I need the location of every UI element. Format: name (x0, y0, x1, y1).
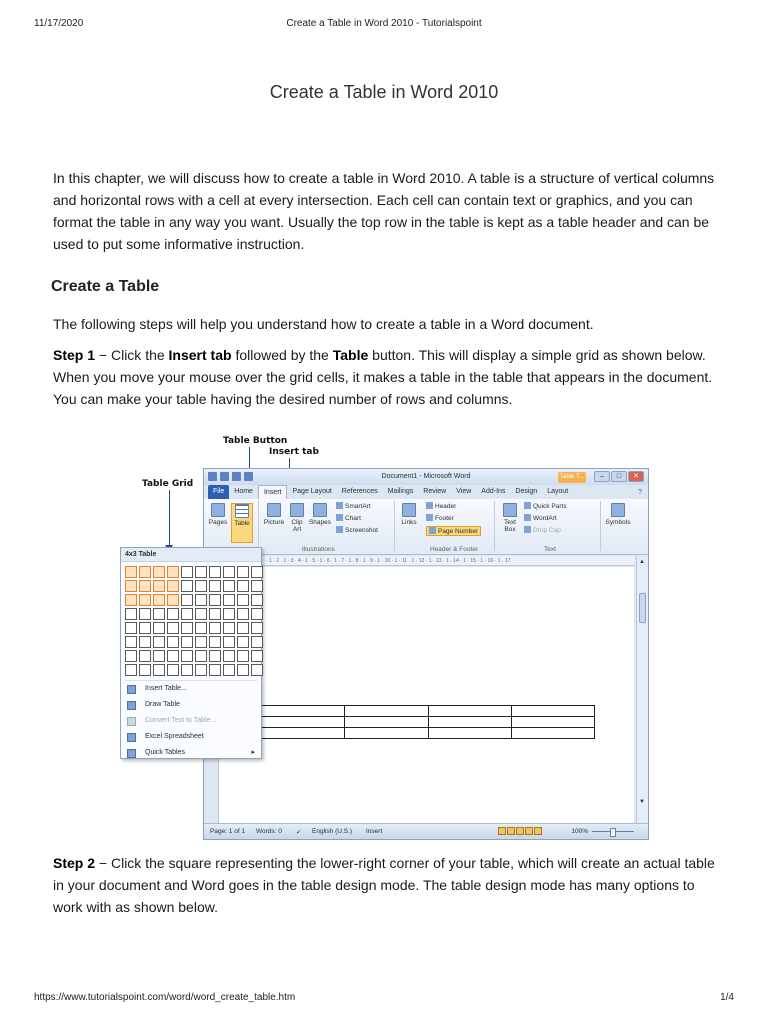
grid-cell[interactable] (153, 608, 165, 620)
grid-cell[interactable] (223, 580, 235, 592)
grid-cell[interactable] (223, 636, 235, 648)
grid-cell[interactable] (237, 594, 249, 606)
grid-cell[interactable] (167, 566, 179, 578)
links-icon (402, 503, 416, 517)
zoom-slider[interactable] (592, 831, 634, 832)
convert-text-menu-item (121, 713, 261, 729)
chevron-right-icon: ▸ (251, 749, 255, 756)
pages-button[interactable] (208, 503, 228, 526)
chart-icon (336, 514, 343, 521)
page-number-label: Page Number (438, 528, 479, 535)
grid-cell[interactable] (153, 664, 165, 676)
print-page-number: 1/4 (720, 992, 734, 1003)
tab-home[interactable]: Home (234, 488, 253, 495)
callout-table-button: Table Button (223, 436, 288, 446)
quick-parts-button[interactable] (524, 502, 567, 510)
tab-insert[interactable]: Insert (258, 485, 288, 499)
picture-label: Picture (263, 519, 285, 526)
status-mode[interactable]: Insert (366, 828, 383, 835)
links-label: Links (401, 519, 417, 526)
tab-review[interactable]: Review (423, 488, 447, 495)
intro-paragraph: In this chapter, we will discuss how to create a table in Word 2010. A table is a structure of vertical columns and horizontal rows with a cell at every intersection. Each cell can contain text or graphics, and you can format the table in any way you want. Usually the top row in the table is kept as a table header and can be used to put some informative instruction. (53, 170, 715, 252)
step1-table-bold: Table (332, 347, 369, 363)
table-grid-dropdown (120, 547, 262, 759)
tab-design[interactable]: Design (515, 488, 538, 495)
grid-cell[interactable] (237, 580, 249, 592)
minimize-icon[interactable]: – (594, 471, 610, 482)
window-title: Document1 - Microsoft Word (381, 473, 471, 480)
tab-view[interactable]: View (456, 488, 472, 495)
footer-button[interactable] (426, 514, 454, 522)
smartart-label: SmartArt (345, 503, 371, 510)
ribbon-tabs (204, 485, 648, 499)
step1-text-2: followed by the (231, 347, 333, 363)
draw-table-label: Draw Table (145, 701, 180, 708)
print-footer (34, 992, 734, 1006)
grid-cell[interactable] (237, 622, 249, 634)
table-row (262, 717, 595, 728)
text-box-label: Text Box (504, 519, 516, 533)
symbols-button[interactable] (604, 503, 632, 526)
quick-parts-label: Quick Parts (533, 503, 567, 510)
picture-button[interactable] (262, 503, 286, 526)
web-layout-icon[interactable] (516, 827, 524, 835)
page-title: Create a Table in Word 2010 (269, 82, 499, 102)
scroll-thumb[interactable] (639, 593, 646, 623)
grid-cell[interactable] (139, 664, 151, 676)
tab-references[interactable]: References (341, 488, 378, 495)
scroll-up-icon[interactable]: ▲ (639, 559, 645, 565)
table-button[interactable] (231, 503, 253, 543)
grid-cell[interactable] (251, 594, 263, 606)
shapes-label: Shapes (308, 519, 332, 526)
callout-insert-tab: Insert tab (269, 447, 319, 457)
grid-cell[interactable] (209, 608, 221, 620)
wordart-label: WordArt (533, 515, 557, 522)
steps-lead-paragraph: The following steps will help you understand how to create a table in a Word document. (53, 316, 594, 332)
grid-cell[interactable] (181, 594, 193, 606)
scroll-down-icon[interactable]: ▼ (639, 799, 645, 805)
step2-text: − Click the square representing the lower-right corner of your table, which will create an actual table in your document and Word goes in the table design mode. The table design mode has many options to work with as shown below. (53, 855, 715, 915)
grid-cell[interactable] (125, 664, 137, 676)
grid-cell[interactable] (181, 580, 193, 592)
chart-button[interactable] (336, 514, 361, 522)
grid-cell[interactable] (251, 650, 263, 662)
grid-cell[interactable] (209, 594, 221, 606)
grid-cell[interactable] (195, 566, 207, 578)
excel-icon (127, 733, 136, 742)
drop-cap-button[interactable] (524, 526, 561, 534)
status-bar (204, 823, 648, 839)
print-date: 11/17/2020 (34, 18, 84, 29)
grid-cell[interactable] (181, 636, 193, 648)
grid-cell[interactable] (167, 580, 179, 592)
ribbon-separator (494, 501, 495, 551)
grid-cell[interactable] (153, 580, 165, 592)
step1-label: Step 1 (53, 347, 96, 363)
step1-paragraph (53, 344, 717, 410)
document-table (261, 705, 595, 739)
quick-tables-menu-item[interactable] (121, 745, 261, 761)
grid-cell[interactable] (167, 664, 179, 676)
grid-cell[interactable] (181, 608, 193, 620)
text-group-label: Text (544, 546, 556, 553)
step1-insert-tab-bold: Insert tab (168, 347, 232, 363)
grid-cell[interactable] (251, 664, 263, 676)
grid-cell[interactable] (139, 594, 151, 606)
insert-table-icon (127, 685, 136, 694)
step2-label: Step 2 (53, 855, 96, 871)
grid-cell[interactable] (209, 622, 221, 634)
quick-tables-icon (127, 749, 136, 758)
quick-parts-icon (524, 502, 531, 509)
grid-cell[interactable] (167, 608, 179, 620)
wordart-icon (524, 514, 531, 521)
links-button[interactable] (400, 503, 418, 526)
table-tools-tab[interactable]: Table T... (558, 472, 586, 483)
proofing-icon[interactable]: ✓ (296, 829, 302, 836)
table-icon (235, 504, 249, 518)
tab-add-ins[interactable]: Add-Ins (481, 488, 506, 495)
grid-cell[interactable] (195, 650, 207, 662)
close-icon[interactable]: ✕ (628, 471, 644, 482)
help-icon[interactable]: ? (638, 488, 642, 496)
step1-text-1: − Click the (95, 347, 169, 363)
grid-cell[interactable] (125, 594, 137, 606)
grid-cell[interactable] (125, 636, 137, 648)
grid-cell[interactable] (167, 594, 179, 606)
status-words[interactable]: Words: 0 (256, 828, 282, 835)
tab-page-layout[interactable]: Page Layout (292, 488, 332, 495)
word-window (203, 468, 649, 840)
grid-cell[interactable] (251, 566, 263, 578)
grid-cell[interactable] (181, 622, 193, 634)
table-grid-arrow (169, 490, 170, 546)
grid-cell[interactable] (223, 608, 235, 620)
drop-cap-label: Drop Cap (533, 527, 561, 534)
grid-title: 4x3 Table (121, 548, 261, 562)
grid-cell[interactable] (125, 650, 137, 662)
grid-cell[interactable] (181, 664, 193, 676)
print-layout-icon[interactable] (498, 827, 506, 835)
grid-cell[interactable] (167, 622, 179, 634)
wordart-button[interactable] (524, 514, 557, 522)
grid-cell[interactable] (125, 580, 137, 592)
grid-cell[interactable] (125, 608, 137, 620)
grid-cell[interactable] (181, 650, 193, 662)
section-title: Create a Table (51, 278, 160, 295)
screenshot-icon (336, 526, 343, 533)
outline-icon[interactable] (525, 827, 533, 835)
grid-cell[interactable] (251, 622, 263, 634)
table-row (262, 728, 595, 739)
grid-cell[interactable] (195, 594, 207, 606)
grid-cell[interactable] (153, 650, 165, 662)
page-number-button[interactable] (426, 526, 481, 536)
grid-cell[interactable] (223, 664, 235, 676)
grid-cell[interactable] (167, 650, 179, 662)
table-label: Table (234, 520, 250, 527)
document-area[interactable] (218, 567, 634, 823)
grid-cell[interactable] (195, 664, 207, 676)
insert-table-label: Insert Table... (145, 685, 187, 692)
grid-cell[interactable] (223, 650, 235, 662)
grid-cell[interactable] (195, 636, 207, 648)
footer-icon (426, 514, 433, 521)
clip-art-label: Clip Art (291, 519, 303, 533)
grid-cell[interactable] (139, 622, 151, 634)
word-screenshot-figure (115, 430, 655, 850)
grid-cell[interactable] (237, 636, 249, 648)
clip-art-icon (290, 503, 304, 517)
grid-cell[interactable] (251, 608, 263, 620)
grid-cell[interactable] (153, 622, 165, 634)
vertical-scrollbar[interactable] (636, 557, 648, 823)
grid-cell[interactable] (139, 650, 151, 662)
ribbon-separator (600, 501, 601, 551)
shapes-icon (313, 503, 327, 517)
footer-label: Footer (435, 515, 454, 522)
grid-cell[interactable] (153, 566, 165, 578)
grid-cell[interactable] (139, 636, 151, 648)
ribbon-separator (394, 501, 395, 551)
smartart-button[interactable] (336, 502, 371, 510)
clip-art-button[interactable] (288, 503, 306, 533)
grid-cell[interactable] (209, 580, 221, 592)
grid-cell[interactable] (167, 636, 179, 648)
tab-mailings[interactable]: Mailings (387, 488, 414, 495)
text-box-button[interactable] (500, 503, 520, 533)
quick-tables-label: Quick Tables (145, 749, 185, 756)
step1-text-3: button. This will display a simple grid as shown below. When you move your mouse over the grid cells, it makes a table in the table that appears in the document. You can make your table having the desired number of rows and columns. (53, 347, 713, 407)
illustrations-group-label: Illustrations (302, 546, 335, 553)
header-icon (426, 502, 433, 509)
pages-label: Pages (208, 519, 228, 526)
grid-cell[interactable] (195, 622, 207, 634)
window-controls (594, 471, 644, 482)
text-box-icon (503, 503, 517, 517)
header-footer-group-label: Header & Footer (430, 546, 479, 553)
grid-cell[interactable] (237, 566, 249, 578)
picture-icon (267, 503, 281, 517)
grid-cell[interactable] (125, 566, 137, 578)
grid-cell[interactable] (237, 608, 249, 620)
excel-spreadsheet-label: Excel Spreadsheet (145, 733, 204, 740)
step2-paragraph (53, 852, 717, 918)
grid-cell[interactable] (153, 636, 165, 648)
draw-table-menu-item[interactable] (121, 697, 261, 713)
status-language[interactable]: English (U.S.) (312, 828, 353, 835)
insert-table-menu-item[interactable] (121, 681, 261, 697)
grid-cell[interactable] (209, 636, 221, 648)
grid-cell[interactable] (223, 566, 235, 578)
grid-cell[interactable] (139, 566, 151, 578)
grid-cell[interactable] (153, 594, 165, 606)
zoom-level[interactable]: 100% (571, 828, 588, 835)
full-screen-icon[interactable] (507, 827, 515, 835)
grid-cell[interactable] (237, 664, 249, 676)
excel-spreadsheet-menu-item[interactable] (121, 729, 261, 745)
tab-file[interactable]: File (208, 485, 229, 499)
screenshot-label: Screenshot (345, 527, 378, 534)
pages-icon (211, 503, 225, 517)
print-header (34, 18, 734, 32)
table-grid-menu (121, 680, 261, 761)
grid-cell[interactable] (251, 636, 263, 648)
callout-table-grid: Table Grid (142, 479, 194, 489)
grid-cell[interactable] (139, 580, 151, 592)
grid-cell[interactable] (209, 650, 221, 662)
symbols-label: Symbols (605, 519, 631, 526)
convert-text-label: Convert Text to Table... (145, 717, 217, 724)
convert-text-icon (127, 717, 136, 726)
draft-icon[interactable] (534, 827, 542, 835)
view-buttons (498, 827, 542, 835)
grid-cell[interactable] (209, 664, 221, 676)
smartart-icon (336, 502, 343, 509)
print-page-title: Create a Table in Word 2010 - Tutorialspoint (286, 18, 482, 29)
grid-cell[interactable] (251, 580, 263, 592)
grid-cell[interactable] (195, 580, 207, 592)
screenshot-button[interactable] (336, 526, 378, 534)
grid-cell[interactable] (223, 622, 235, 634)
print-url[interactable]: https://www.tutorialspoint.com/word/word_create_table.htm (34, 992, 296, 1003)
grid-cell[interactable] (125, 622, 137, 634)
ribbon-separator (258, 501, 259, 551)
chart-label: Chart (345, 515, 361, 522)
table-cell-grid[interactable] (125, 566, 263, 676)
grid-cell[interactable] (209, 566, 221, 578)
window-titlebar (204, 469, 648, 485)
header-label: Header (435, 503, 457, 510)
pencil-icon (127, 701, 136, 710)
grid-cell[interactable] (223, 594, 235, 606)
grid-cell[interactable] (181, 566, 193, 578)
omega-icon (611, 503, 625, 517)
maximize-icon[interactable]: □ (611, 471, 627, 482)
horizontal-ruler[interactable]: · 1 · 2 · 1 · 3 · 4 · 1 · 5 · 1 · 6 · 1 · 7 · 1 · 8 · 1 · 9 · 1 · 10 · 1 · 11 · 1 · 12 · 1 · 13 · 1 · 14 · 1 · 15 · 1 · 16 · 1 · 17 (262, 556, 634, 566)
table-row (262, 706, 595, 717)
header-button[interactable] (426, 502, 456, 510)
tab-layout[interactable]: Layout (547, 488, 569, 495)
ribbon (204, 499, 648, 555)
grid-cell[interactable] (139, 608, 151, 620)
page-number-icon (429, 527, 436, 534)
shapes-button[interactable] (308, 503, 332, 526)
drop-cap-icon (524, 526, 531, 533)
grid-cell[interactable] (237, 650, 249, 662)
status-page[interactable]: Page: 1 of 1 (210, 828, 246, 835)
grid-cell[interactable] (195, 608, 207, 620)
